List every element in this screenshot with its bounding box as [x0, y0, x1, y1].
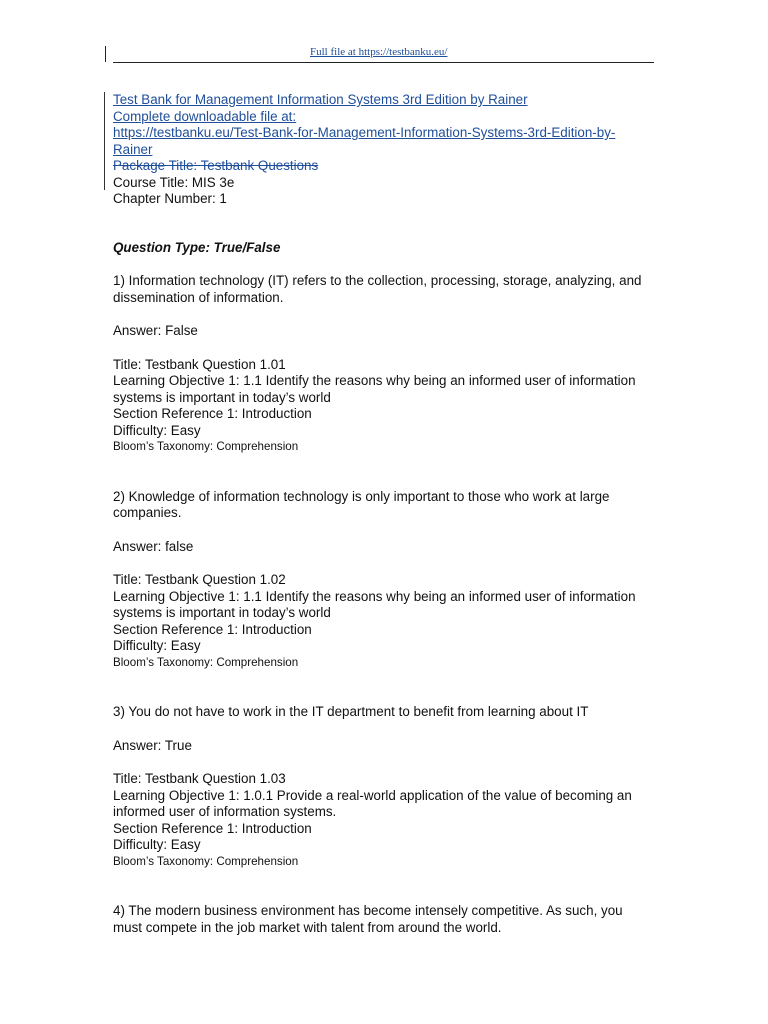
learning-objective: Learning Objective 1: 1.0.1 Provide a real-world application of the value of becoming an informed user of information systems.	[113, 787, 632, 819]
section-reference: Section Reference 1: Introduction	[113, 820, 312, 836]
full-file-link[interactable]: Full file at https://testbanku.eu/	[310, 46, 448, 58]
blooms-taxonomy: Bloom’s Taxonomy: Comprehension	[113, 655, 299, 669]
difficulty: Difficulty: Easy	[113, 837, 201, 852]
package-title: Package Title: Testbank Questions	[113, 158, 319, 173]
question-type-heading: Question Type: True/False	[113, 239, 281, 255]
course-title: Course Title: MIS 3e	[113, 174, 235, 190]
revision-bar	[104, 92, 105, 190]
answer: Answer: False	[113, 323, 198, 338]
question-text: 2) Knowledge of information technology is only important to those who work at large companies.	[113, 488, 610, 520]
answer: Answer: false	[113, 538, 194, 554]
download-url-line1[interactable]: https://testbanku.eu/Test-Bank-for-Management-Information-Systems-3rd-Edition-by-	[113, 125, 616, 140]
answer: Answer: True	[113, 737, 192, 753]
download-label-link[interactable]: Complete downloadable file at:	[113, 108, 297, 124]
question-title: Title: Testbank Question 1.02	[113, 572, 286, 587]
header-margin-mark	[105, 46, 106, 62]
question-title: Title: Testbank Question 1.03	[113, 771, 286, 786]
title-link[interactable]: Test Bank for Management Information Systems 3rd Edition by Rainer	[113, 92, 528, 107]
question-title: Title: Testbank Question 1.01	[113, 356, 286, 372]
question-text: 3) You do not have to work in the IT department to benefit from learning about IT	[113, 704, 589, 719]
chapter-number: Chapter Number: 1	[113, 191, 227, 206]
blooms-taxonomy: Bloom’s Taxonomy: Comprehension	[113, 440, 299, 453]
blooms-taxonomy: Bloom’s Taxonomy: Comprehension	[113, 854, 299, 868]
difficulty: Difficulty: Easy	[113, 422, 201, 438]
difficulty: Difficulty: Easy	[113, 638, 201, 653]
learning-objective: Learning Objective 1: 1.1 Identify the reasons why being an informed user of information systems is important in today’s world	[113, 588, 636, 620]
question-text: 4) The modern business environment has become intensely competitive. As such, you must compete in the job market with talent from around the world.	[113, 903, 623, 935]
section-reference: Section Reference 1: Introduction	[113, 621, 312, 637]
learning-objective: Learning Objective 1: 1.1 Identify the reasons why being an informed user of information systems is important in today’s world	[113, 373, 636, 405]
download-url-line2[interactable]: Rainer	[113, 141, 153, 157]
document-body	[113, 92, 653, 936]
question-text: 1) Information technology (IT) refers to the collection, processing, storage, analyzing, and dissemination of information.	[113, 273, 642, 305]
section-reference: Section Reference 1: Introduction	[113, 406, 312, 421]
